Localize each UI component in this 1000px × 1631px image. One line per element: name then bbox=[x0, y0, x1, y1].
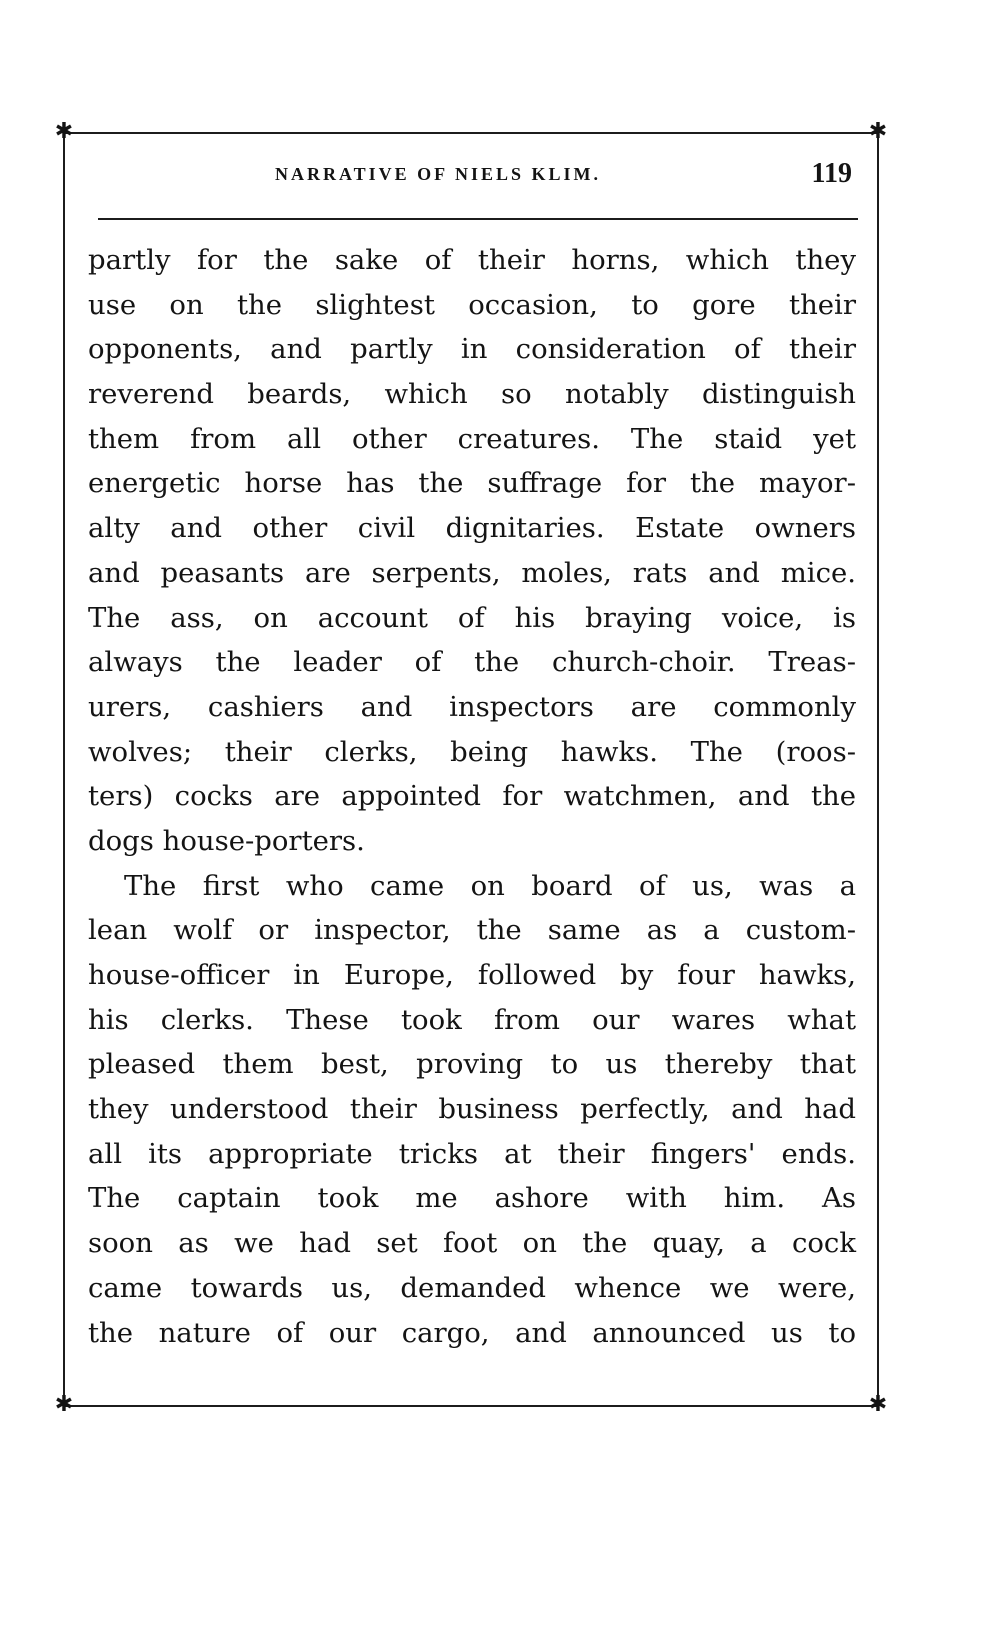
text-line: the nature of our cargo, and announced us to bbox=[88, 1316, 856, 1349]
text-line: energetic horse has the suffrage for the mayor- bbox=[88, 467, 856, 500]
body-text bbox=[88, 238, 856, 1355]
text-line: house-officer in Europe, followed by four hawks, bbox=[88, 959, 856, 991]
text-line: lean wolf or inspector, the same as a custom- bbox=[88, 914, 856, 947]
text-line: his clerks. These took from our wares what bbox=[88, 1003, 856, 1036]
text-line: came towards us, demanded whence we were, bbox=[88, 1271, 856, 1304]
text-line: opponents, and partly in consideration of their bbox=[88, 333, 856, 366]
frame-top-rule bbox=[63, 132, 879, 134]
running-head bbox=[120, 158, 860, 198]
text-line: pleased them best, proving to us thereby that bbox=[88, 1048, 856, 1081]
frame-left-rule bbox=[63, 132, 65, 1407]
frame-right-rule bbox=[877, 132, 879, 1407]
corner-ornament-icon: ✱ bbox=[54, 119, 74, 144]
text-line: alty and other civil dignitaries. Estate owners bbox=[88, 512, 856, 545]
running-title: NARRATIVE OF NIELS KLIM. bbox=[275, 164, 602, 184]
text-line: them from all other creatures. The staid yet bbox=[88, 422, 856, 455]
text-line: wolves; their clerks, being hawks. The (roos- bbox=[88, 735, 856, 768]
text-line: urers, cashiers and inspectors are commonly bbox=[88, 690, 856, 723]
corner-ornament-icon: ✱ bbox=[54, 1392, 74, 1417]
text-line: partly for the sake of their horns, which they bbox=[88, 244, 856, 276]
text-line: always the leader of the church-choir. Treas- bbox=[88, 646, 856, 679]
text-line: The first who came on board of us, was a bbox=[124, 869, 856, 902]
corner-ornament-icon: ✱ bbox=[868, 1392, 888, 1417]
header-rule bbox=[98, 218, 858, 220]
text-line: and peasants are serpents, moles, rats and mice. bbox=[88, 556, 856, 589]
text-line: all its appropriate tricks at their fingers' ends. bbox=[88, 1137, 856, 1170]
text-line: ters) cocks are appointed for watchmen, and the bbox=[88, 780, 856, 813]
text-line: dogs house-porters. bbox=[88, 824, 365, 857]
text-line: they understood their business perfectly, and had bbox=[88, 1093, 856, 1126]
frame-bottom-rule bbox=[63, 1405, 879, 1407]
text-line: The ass, on account of his braying voice, is bbox=[88, 601, 856, 634]
corner-ornament-icon: ✱ bbox=[868, 119, 888, 144]
text-line: use on the slightest occasion, to gore their bbox=[88, 288, 856, 321]
text-line: reverend beards, which so notably distinguish bbox=[88, 378, 856, 411]
text-line: soon as we had set foot on the quay, a cock bbox=[88, 1227, 856, 1260]
text-line: The captain took me ashore with him. As bbox=[88, 1182, 856, 1215]
page-number: 119 bbox=[811, 158, 852, 189]
